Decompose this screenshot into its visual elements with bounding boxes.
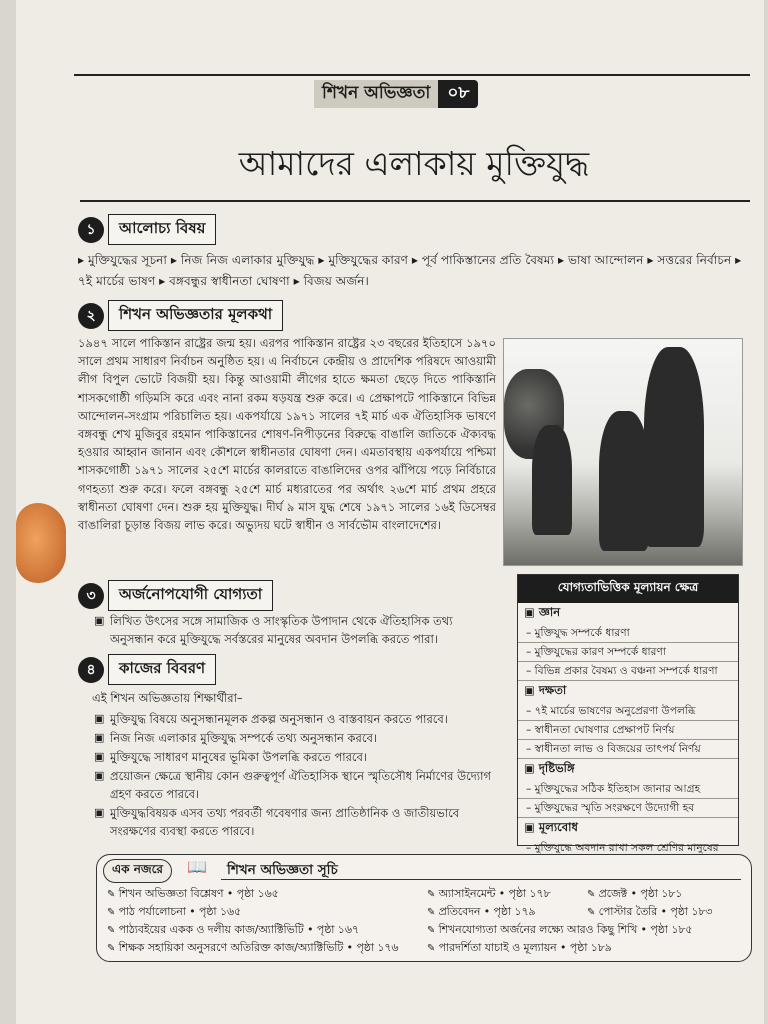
eval-category: ▣ মূল্যবোধ [518, 818, 738, 839]
topic-item: ▸ বিজয় অর্জন। [294, 274, 369, 288]
chapter-number: ০৮ [438, 80, 478, 108]
topic-item: ▸ ৭ই মার্চের ভাষণ [78, 253, 741, 288]
summary-box [96, 854, 752, 962]
summary-item: ✎ শিখন অভিজ্ঞতা বিশ্লেষণ • পৃষ্ঠা ১৬৫ [107, 885, 279, 904]
eval-item: – মুক্তিযুদ্ধের কারণ সম্পর্কে ধারণা [518, 643, 738, 662]
eval-item: – মুক্তিযুদ্ধের স্মৃতি সংরক্ষণে উদ্যোগী হব [518, 799, 738, 818]
eval-item: – মুক্তিযুদ্ধ সম্পর্কে ধারণা [518, 624, 738, 643]
section-topics-heading [78, 214, 216, 245]
summary-item: ✎ পাঠ পর্যালোচনা • পৃষ্ঠা ১৬৫ [107, 903, 241, 922]
section-topics-title: আলোচ্য বিষয় [108, 214, 216, 245]
topic-item: ▸ নিজ নিজ এলাকার মুক্তিযুদ্ধ [171, 253, 315, 267]
section-work-heading [78, 654, 216, 685]
chapter-label [314, 80, 514, 108]
summary-item: ✎ প্রতিবেদন • পৃষ্ঠা ১৭৯ [427, 903, 535, 922]
title-rule [80, 200, 750, 202]
eval-category: ▣ দৃষ্টিভঙ্গি [518, 759, 738, 780]
eval-item: – বিভিন্ন প্রকার বৈষম্য ও বঞ্চনা সম্পর্কে ধারণা [518, 662, 738, 681]
summary-item: ✎ অ্যাসাইনমেন্ট • পৃষ্ঠা ১৭৮ [427, 885, 551, 904]
eval-category: ▣ জ্ঞান [518, 603, 738, 624]
eval-item: – স্বাধীনতা ঘোষণার প্রেক্ষাপট নির্ণয় [518, 721, 738, 740]
section-core-heading [78, 300, 283, 331]
competency-text [94, 612, 496, 648]
topic-list [78, 250, 754, 292]
work-item: ▣ মুক্তিযুদ্ধ বিষয়ে অনুসন্ধানমূলক প্রকল্প অনুসন্ধান ও বাস্তবায়ন করতে পারবে। [94, 710, 496, 728]
topic-item: ▸ মুক্তিযুদ্ধের কারণ [318, 253, 408, 267]
evaluation-title: যোগ্যতাভিত্তিক মূল্যায়ন ক্ষেত্র [518, 575, 738, 603]
eval-item: – মুক্তিযুদ্ধের সঠিক ইতিহাস জানার আগ্রহ [518, 780, 738, 799]
section-3-icon: ৩ [78, 583, 104, 609]
topic-item: ▸ ভাষা আন্দোলন [558, 253, 644, 267]
summary-item: ✎ পোস্টার তৈরি • পৃষ্ঠা ১৮৩ [587, 903, 712, 922]
summary-item: ✎ শিক্ষক সহায়িকা অনুসরণে অতিরিক্ত কাজ/অ্যাক্টিভিটি • পৃষ্ঠা ১৭৬ [107, 939, 398, 958]
section-1-icon: ১ [78, 217, 104, 243]
work-intro: এই শিখন অভিজ্ঞতায় শিক্ষার্থীরা– [92, 691, 243, 705]
summary-item: ✎ পারদর্শিতা যাচাই ও মূল্যায়ন • পৃষ্ঠা ১৮৯ [427, 939, 612, 958]
topic-item: ▸ পূর্ব পাকিস্তানের প্রতি বৈষম্য [412, 253, 554, 267]
book-reader-icon: 📖 [187, 857, 207, 876]
section-competency-title: অর্জনোপযোগী যোগ্যতা [108, 580, 273, 611]
section-4-icon: ৪ [78, 657, 104, 683]
evaluation-box [517, 574, 739, 854]
summary-tag: এক নজরে [103, 859, 172, 883]
work-list [94, 710, 496, 841]
summary-item: ✎ প্রজেক্ট • পৃষ্ঠা ১৮১ [587, 885, 682, 904]
section-2-icon: ২ [78, 303, 104, 329]
eval-item: – ৭ই মার্চের ভাষণের অনুপ্রেরণা উপলব্ধি [518, 702, 738, 721]
summary-title: শিখন অভিজ্ঞতা সূচি [227, 862, 338, 878]
work-item: ▣ মুক্তিযুদ্ধবিষয়ক এসব তথ্য পরবর্তী গবেষণার জন্য প্রাতিষ্ঠানিক ও জাতীয়ভাবে সংরক্ষণের ব্যবস্থা করতে পারবে। [94, 804, 496, 840]
page-title: আমাদের এলাকায় মুক্তিযুদ্ধ [238, 144, 590, 183]
summary-item: ✎ শিখনযোগ্যতা অর্জনের লক্ষ্যে আরও কিছু শিখি • পৃষ্ঠা ১৮৫ [427, 921, 692, 940]
eval-item: – স্বাধীনতা লাভ ও বিজয়ের তাৎপর্য নির্ণয় [518, 740, 738, 759]
summary-rule [221, 879, 741, 880]
liberation-war-photo [503, 338, 743, 566]
eval-category: ▣ দক্ষতা [518, 681, 738, 702]
topic-item: ▸ সত্তরের নির্বাচন [647, 253, 731, 267]
topic-item: ▸ মুক্তিযুদ্ধের সূচনা [78, 253, 167, 267]
finger-thumb [16, 503, 66, 583]
section-work-title: কাজের বিবরণ [108, 654, 216, 685]
textbook-page [16, 0, 764, 1024]
work-item: ▣ মুক্তিযুদ্ধে সাধারণ মানুষের ভূমিকা উপলব্ধি করতে পারবে। [94, 748, 496, 766]
eval-item: – মুক্তিযুদ্ধে অবদান রাখা সকল শ্রেণির মানুষের [518, 839, 738, 873]
summary-item: ✎ পাঠ্যবইয়ের একক ও দলীয় কাজ/অ্যাক্টিভিটি • পৃষ্ঠা ১৬৭ [107, 921, 359, 940]
work-item: ▣ প্রয়োজন ক্ষেত্রে স্থানীয় কোন গুরুত্বপূর্ণ ঐতিহাসিক স্থানে স্মৃতিসৌধ নির্মাণের উদ্যোগ গ্রহণ করতে পারবে। [94, 767, 496, 803]
section-core-title: শিখন অভিজ্ঞতার মূলকথা [108, 300, 283, 331]
work-item: ▣ নিজ নিজ এলাকার মুক্তিযুদ্ধ সম্পর্কে তথ্য অনুসন্ধান করবে। [94, 729, 496, 747]
core-paragraph: ১৯৪৭ সালে পাকিস্তান রাষ্ট্রের জন্ম হয়। এরপর পাকিস্তান রাষ্ট্রের ২৩ বছরের ইতিহাসে ১৯৭০ সালে প্রথম সাধারণ নির্বাচন অনুষ্ঠিত হয়। এ নির্বাচনে কেন্দ্রীয় ও প্রাদেশিক পরিষদে আওয়ামী লীগ বিপুল ভোটে বিজয়ী হয়। কিন্তু আওয়ামী লীগের হাতে ক্ষমতা ছেড়ে দিতে পাকিস্তানি শাসকগোষ্ঠী গড়িমসি করে এবং নানা রকম ষড়যন্ত্র শুরু করে। এ প্রেক্ষাপটে পাকিস্তানে বিভিন্ন আন্দোলন-সংগ্রাম পরিচালিত হয়। একপর্যায়ে ১৯৭১ সালের ৭ই মার্চ এক ঐতিহাসিক ভাষণে বঙ্গবন্ধু শেখ মুজিবুর রহমান পাকিস্তানের শোষণ-নিপীড়নের বিরুদ্ধে বাঙালি জাতিকে ঐক্যবদ্ধ হওয়ার আহ্বান জানান এবং কৌশলে স্বাধীনতার ঘোষণা দেন। এমতাবস্থায় একপর্যায়ে পশ্চিমা শাসকগোষ্ঠী ১৯৭১ সালের ২৫শে মার্চের কালরাতে বাঙালিদের ওপর ঝাঁপিয়ে পড়ে নির্বিচারে গণহত্যা শুরু করে। ফলে বঙ্গবন্ধু ২৫শে মার্চ মধ্যরাতের পর অর্থাৎ ২৬শে মার্চ প্রথম প্রহরে স্বাধীনতা ঘোষণা দেন। শুরু হয় মুক্তিযুদ্ধ। দীর্ঘ ৯ মাস যুদ্ধ শেষে ১৯৭১ সালের ১৬ই ডিসেম্বর বাঙালিরা চূড়ান্ত বিজয় লাভ করে। অভ্যুদয় ঘটে স্বাধীন ও সার্বভৌম বাংলাদেশের। [78, 336, 496, 533]
topic-item: ▸ বঙ্গবন্ধুর স্বাধীনতা ঘোষণা [159, 274, 290, 288]
top-rule [74, 74, 750, 76]
section-competency-heading [78, 580, 273, 611]
chapter-label-text: শিখন অভিজ্ঞতা [314, 80, 438, 108]
competency-item: ▣ লিখিত উৎসের সঙ্গে সামাজিক ও সাংস্কৃতিক উপাদান থেকে ঐতিহাসিক তথ্য অনুসন্ধান করে মুক্তিযুদ্ধে সর্বস্তরের মানুষের অবদান উপলব্ধি করতে পারা। [94, 612, 496, 648]
